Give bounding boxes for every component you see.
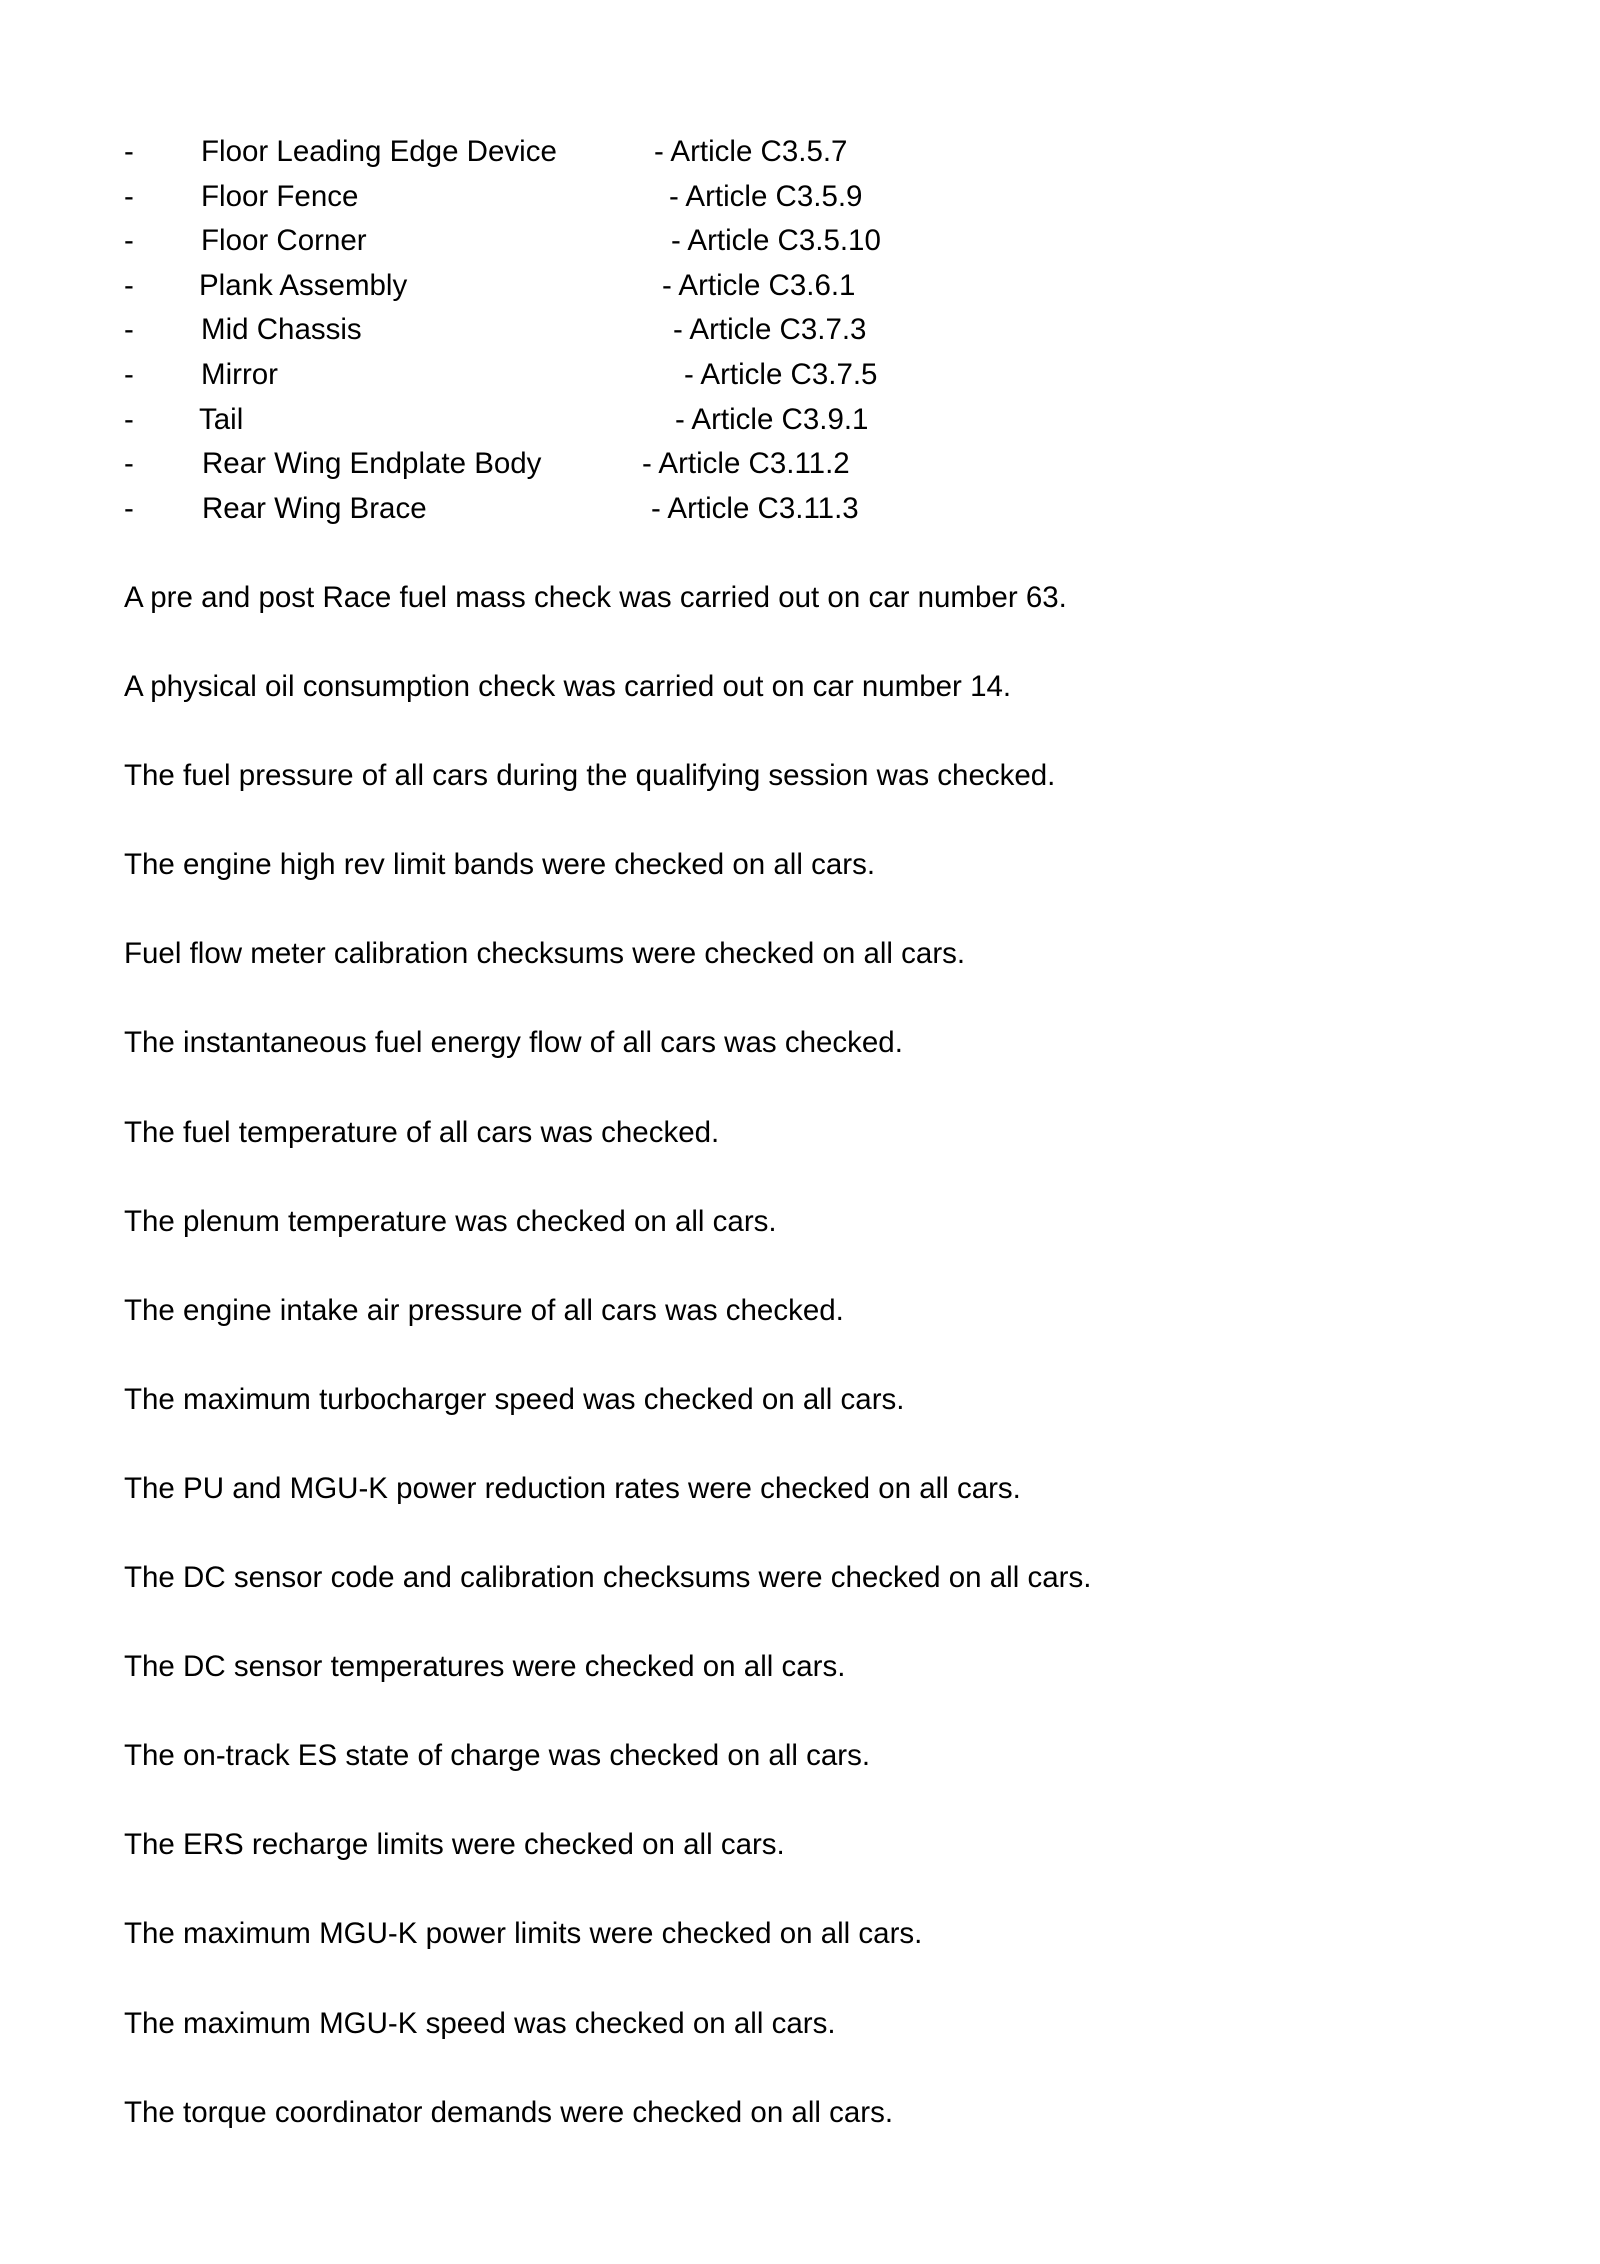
article-reference: - Article C3.7.3	[673, 313, 867, 347]
component-name: Plank Assembly	[199, 268, 408, 302]
list-item	[124, 487, 1024, 532]
article-reference: - Article C3.5.10	[671, 224, 881, 258]
component-name: Mirror	[201, 357, 279, 391]
article-reference: - Article C3.11.2	[642, 447, 850, 481]
paragraph: The engine intake air pressure of all cars was checked.	[124, 1293, 844, 1327]
list-dash: -	[124, 268, 134, 302]
check-statements	[124, 576, 1524, 2180]
component-name: Mid Chassis	[201, 313, 362, 347]
paragraph: The maximum turbocharger speed was checked on all cars.	[124, 1382, 905, 1416]
component-name: Floor Leading Edge Device	[201, 135, 557, 168]
article-reference: - Article C3.6.1	[662, 268, 856, 302]
article-reference: - Article C3.9.1	[675, 402, 869, 436]
component-name: Floor Fence	[201, 179, 359, 213]
list-item	[124, 398, 1024, 443]
list-dash: -	[124, 313, 134, 347]
article-reference: - Article C3.5.9	[669, 179, 863, 213]
paragraph: The fuel temperature of all cars was checked.	[124, 1115, 720, 1149]
paragraph: The fuel pressure of all cars during the qualifying session was checked.	[124, 759, 1056, 793]
list-dash: -	[124, 357, 134, 391]
list-item	[124, 219, 1024, 264]
list-dash: -	[124, 447, 134, 481]
paragraph: The maximum MGU-K power limits were checked on all cars.	[124, 1917, 923, 1951]
paragraph: The PU and MGU-K power reduction rates were checked on all cars.	[124, 1471, 1021, 1505]
component-name: Rear Wing Endplate Body	[202, 447, 542, 481]
list-dash: -	[124, 224, 134, 258]
paragraph: The on-track ES state of charge was checked on all cars.	[124, 1739, 871, 1773]
paragraph: The engine high rev limit bands were checked on all cars.	[124, 848, 876, 882]
component-article-list	[124, 130, 1024, 531]
paragraph: The plenum temperature was checked on all cars.	[124, 1204, 777, 1238]
paragraph: Fuel flow meter calibration checksums were checked on all cars.	[124, 937, 966, 971]
list-dash: -	[124, 179, 134, 213]
article-reference: - Article C3.5.7	[654, 135, 848, 168]
paragraph: The instantaneous fuel energy flow of all cars was checked.	[124, 1026, 903, 1060]
component-name: Rear Wing Brace	[202, 491, 427, 525]
paragraph: The DC sensor code and calibration checksums were checked on all cars.	[124, 1561, 1092, 1595]
list-item	[124, 442, 1024, 487]
paragraph: A pre and post Race fuel mass check was carried out on car number 63.	[124, 581, 1067, 614]
paragraph: The maximum MGU-K speed was checked on all cars.	[124, 2006, 836, 2040]
list-item	[124, 353, 1024, 398]
component-name: Floor Corner	[201, 224, 367, 258]
component-name: Tail	[199, 402, 244, 436]
paragraph: The ERS recharge limits were checked on all cars.	[124, 1828, 785, 1862]
list-item	[124, 308, 1024, 353]
paragraph: The torque coordinator demands were checked on all cars.	[124, 2095, 894, 2129]
paragraph: The DC sensor temperatures were checked on all cars.	[124, 1650, 846, 1684]
article-reference: - Article C3.7.5	[684, 357, 878, 391]
list-item	[124, 130, 1024, 175]
paragraph: A physical oil consumption check was carried out on car number 14.	[124, 670, 1012, 704]
list-item	[124, 175, 1024, 220]
list-dash: -	[124, 402, 134, 436]
list-dash: -	[124, 135, 134, 168]
list-dash: -	[124, 491, 134, 525]
list-item	[124, 264, 1024, 309]
article-reference: - Article C3.11.3	[651, 491, 859, 525]
